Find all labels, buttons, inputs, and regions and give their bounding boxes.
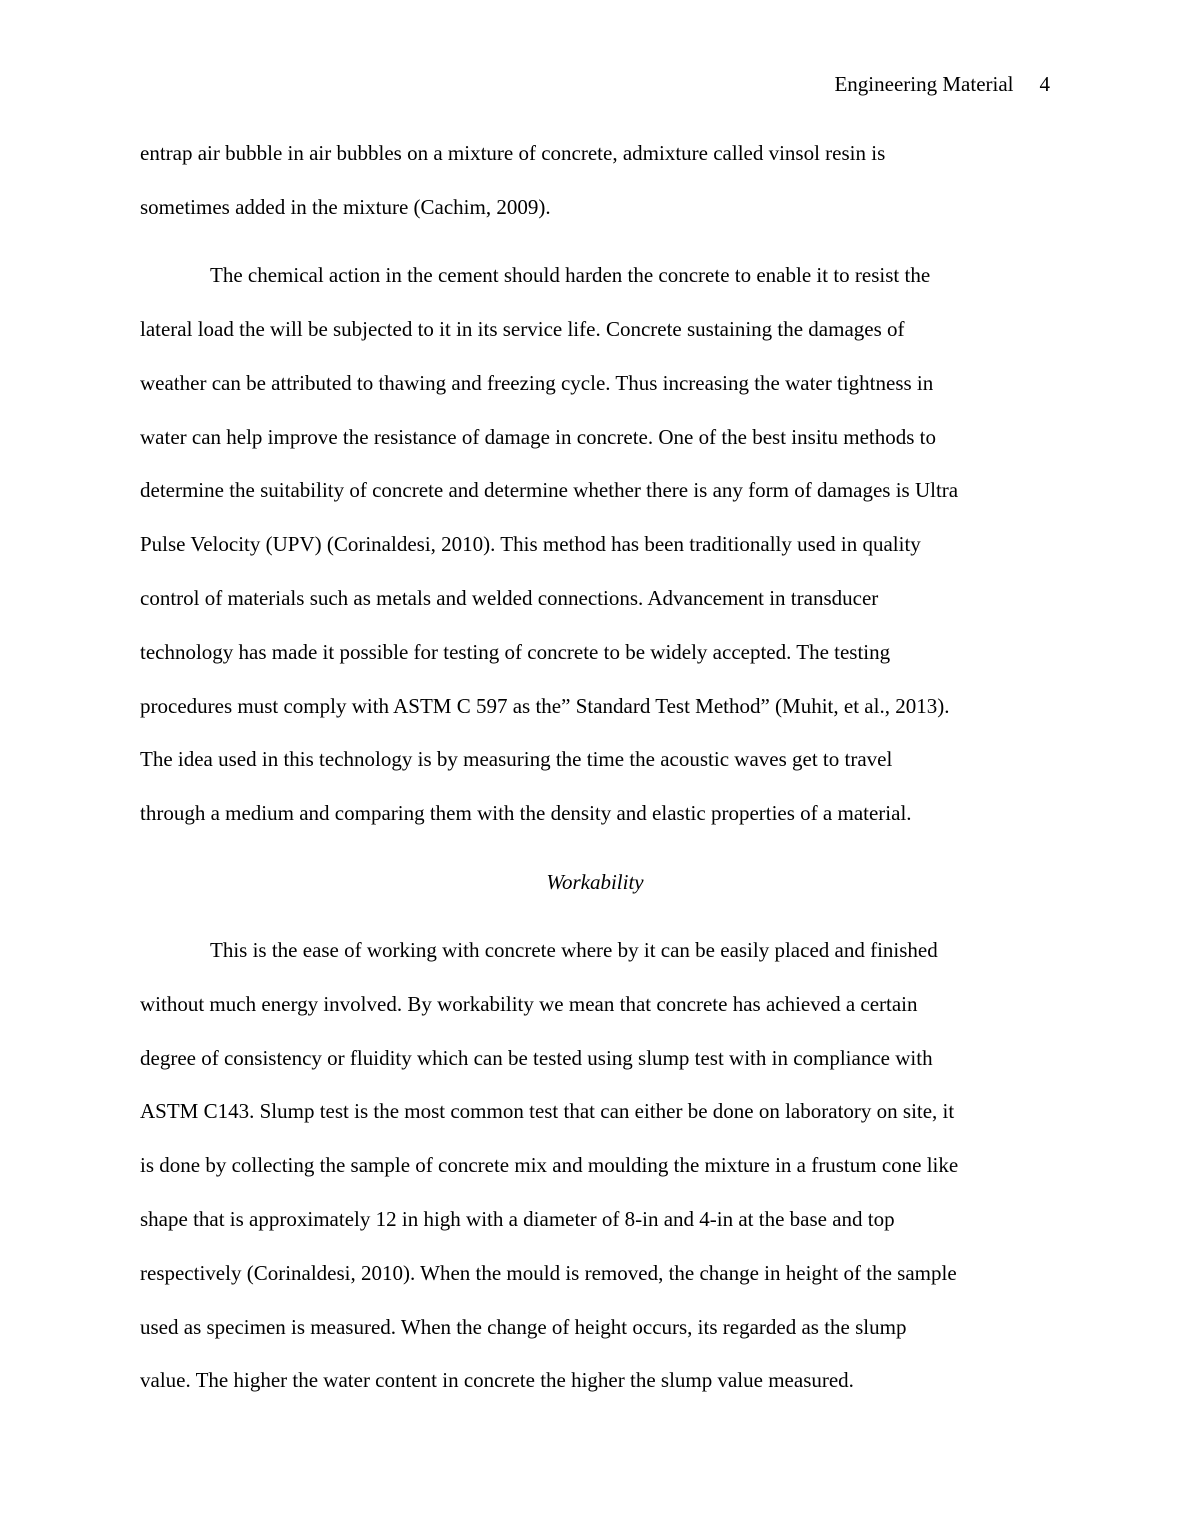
text-line: through a medium and comparing them with the density and elastic properties of a material. bbox=[140, 801, 912, 826]
text-line: value. The higher the water content in concrete the higher the slump value measured. bbox=[140, 1368, 854, 1393]
text-line: sometimes added in the mixture (Cachim, 2009). bbox=[140, 194, 551, 219]
paragraph-upv bbox=[140, 249, 1050, 841]
text-line: ASTM C143. Slump test is the most common test that can either be done on laboratory on site, it bbox=[140, 1099, 955, 1124]
text-line: without much energy involved. By workability we mean that concrete has achieved a certain bbox=[140, 991, 918, 1016]
text-line: determine the suitability of concrete and determine whether there is any form of damages is Ultra bbox=[140, 478, 959, 503]
text-line: shape that is approximately 12 in high with a diameter of 8-in and 4-in at the base and top bbox=[140, 1206, 895, 1231]
text-line: procedures must comply with ASTM C 597 as the” Standard Test Method” (Muhit, et al., 2013). bbox=[140, 693, 950, 718]
text-line: control of materials such as metals and welded connections. Advancement in transducer bbox=[140, 585, 879, 610]
document-body bbox=[140, 127, 1050, 1408]
running-head-title: Engineering Material bbox=[834, 72, 1014, 96]
text-line: weather can be attributed to thawing and freezing cycle. Thus increasing the water tightness in bbox=[140, 370, 934, 395]
text-line: degree of consistency or fluidity which can be tested using slump test with in compliance with bbox=[140, 1045, 933, 1070]
paragraph-continuation bbox=[140, 127, 1050, 235]
text-line: is done by collecting the sample of concrete mix and moulding the mixture in a frustum cone like bbox=[140, 1153, 959, 1178]
text-line: The chemical action in the cement should harden the concrete to enable it to resist the bbox=[210, 263, 931, 288]
text-line: used as specimen is measured. When the change of height occurs, its regarded as the slump bbox=[140, 1314, 907, 1339]
text-line: The idea used in this technology is by measuring the time the acoustic waves get to travel bbox=[140, 747, 893, 772]
text-line: respectively (Corinaldesi, 2010). When the mould is removed, the change in height of the sample bbox=[140, 1260, 957, 1285]
paragraph-workability bbox=[140, 924, 1050, 1408]
text-line: This is the ease of working with concrete where by it can be easily placed and finished bbox=[210, 937, 938, 962]
page-number: 4 bbox=[1039, 72, 1050, 96]
running-head bbox=[834, 70, 1050, 98]
section-heading: Workability bbox=[546, 869, 644, 894]
text-line: entrap air bubble in air bubbles on a mixture of concrete, admixture called vinsol resin is bbox=[140, 141, 886, 165]
text-line: technology has made it possible for testing of concrete to be widely accepted. The testing bbox=[140, 639, 891, 664]
text-line: Pulse Velocity (UPV) (Corinaldesi, 2010). This method has been traditionally used in quality bbox=[140, 532, 921, 557]
text-line: water can help improve the resistance of damage in concrete. One of the best insitu methods to bbox=[140, 424, 936, 449]
text-line: lateral load the will be subjected to it in its service life. Concrete sustaining the damages of bbox=[140, 316, 905, 341]
